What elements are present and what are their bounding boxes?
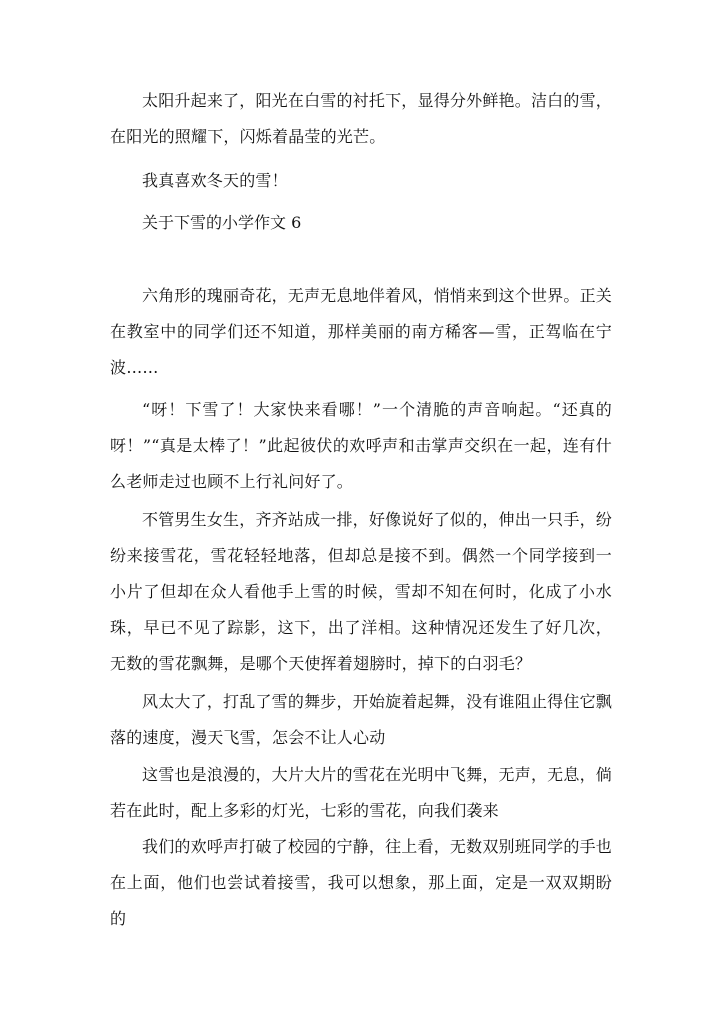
essay-heading: 关于下雪的小学作文 6	[142, 213, 302, 232]
paragraph-sunrise: 太阳升起来了，阳光在白雪的衬托下，显得分外鲜艳。洁白的雪，在阳光的照耀下，闪烁着晶莹的光芒。	[110, 91, 612, 146]
paragraph-3: 不管男生女生，齐齐站成一排，好像说好了似的，伸出一只手，纷纷来接雪花，雪花轻轻地落，但却总是接不到。偶然一个同学接到一小片了但却在众人看他手上雪的时候，雪却不知在何时，化成了小水珠，早已不见了踪影，这下，出了洋相。这种情况还发生了好几次，无数的雪花飘舞，是哪个天使挥着翅膀时，掉下的白羽毛？	[110, 510, 612, 673]
paragraph-love-snow: 我真喜欢冬天的雪！	[142, 171, 288, 190]
paragraph-1: 六角形的瑰丽奇花，无声无息地伴着风，悄悄来到这个世界。正关在教室中的同学们还不知道，那样美丽的南方稀客—雪，正驾临在宁波……	[110, 286, 612, 377]
paragraph-5: 这雪也是浪漫的，大片大片的雪花在光明中飞舞，无声，无息，倘若在此时，配上多彩的灯光，七彩的雪花，向我们袭来	[110, 765, 612, 820]
paragraph-2: “呀！下雪了！大家快来看哪！”一个清脆的声音响起。“还真的呀！”“真是太棒了！”此起彼伏的欢呼声和击掌声交织在一起，连有什么老师走过也顾不上行礼问好了。	[110, 400, 612, 491]
paragraph-4: 风太大了，打乱了雪的舞步，开始旋着起舞，没有谁阻止得住它飘落的速度，漫天飞雪，怎会不让人心动	[110, 692, 612, 747]
paragraph-6: 我们的欢呼声打破了校园的宁静，往上看，无数双别班同学的手也在上面，他们也尝试着接雪，我可以想象，那上面，定是一双双期盼的	[110, 837, 612, 928]
